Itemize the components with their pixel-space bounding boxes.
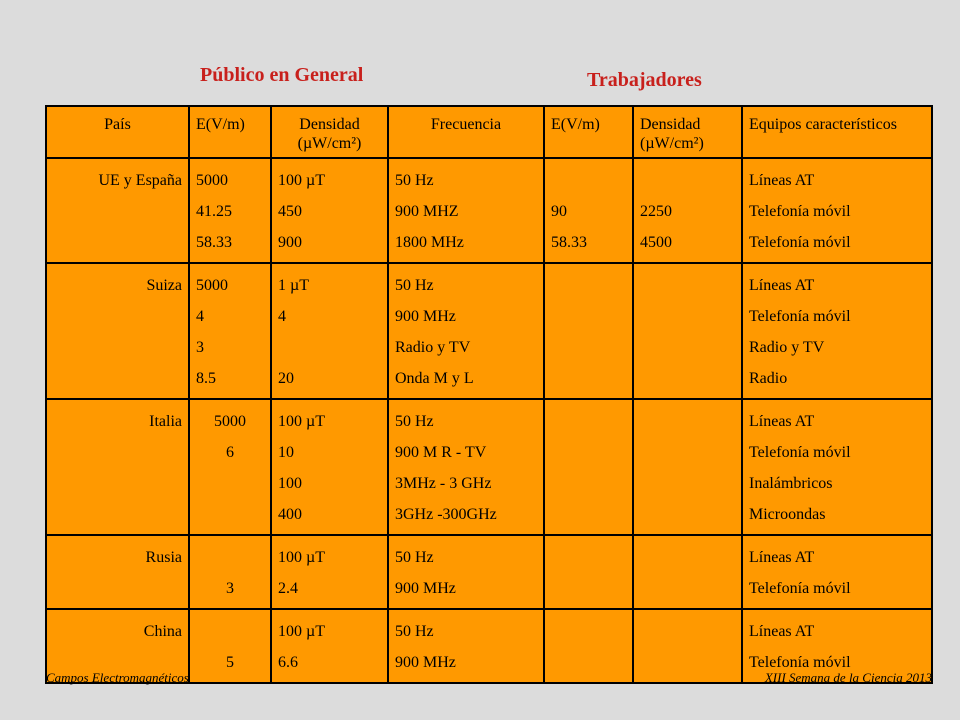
- cell-density-workers: [633, 399, 742, 535]
- footer-right: XIII Semana de la Ciencia 2013: [764, 670, 932, 685]
- cell-density-workers: [633, 158, 742, 263]
- cell-line: 900 M R - TV: [395, 444, 487, 461]
- heading-workers: Trabajadores: [587, 69, 702, 91]
- col-header-frequency: Frecuencia: [388, 106, 544, 158]
- cell-line: 90: [551, 203, 567, 220]
- cell-line: [551, 165, 626, 196]
- cell-line: 900 MHz: [395, 580, 456, 597]
- heading-public-general: Público en General: [200, 64, 364, 86]
- col-header-density-public: Densidad (µW/cm²): [271, 106, 388, 158]
- cell-line: 4: [278, 308, 286, 325]
- cell-country: Suiza: [46, 263, 189, 399]
- cell-line: 6.6: [278, 654, 298, 671]
- cell-field-public: [189, 399, 271, 535]
- cell-line: [196, 616, 264, 647]
- cell-line: 5000: [196, 172, 228, 189]
- cell-equipment: [742, 158, 932, 263]
- col-header-country: País: [46, 106, 189, 158]
- cell-line: 5000: [196, 277, 228, 294]
- col-header-equipment: Equipos característicos: [742, 106, 932, 158]
- cell-line: 3MHz - 3 GHz: [395, 475, 492, 492]
- cell-equipment: [742, 263, 932, 399]
- col-header-field-public: E(V/m): [189, 106, 271, 158]
- table-row: [46, 399, 932, 535]
- cell-line: 3GHz -300GHz: [395, 506, 497, 523]
- cell-line: 4500: [640, 234, 672, 251]
- table-row: [46, 263, 932, 399]
- footer-left: Campos Electromagnéticos: [46, 670, 189, 685]
- cell-field-public: [189, 609, 271, 683]
- cell-line: 50 Hz: [395, 413, 434, 430]
- cell-line: [640, 165, 735, 196]
- cell-equipment: [742, 535, 932, 609]
- cell-line: 100: [278, 475, 302, 492]
- cell-equipment: [742, 399, 932, 535]
- cell-frequency: [388, 609, 544, 683]
- cell-line: Líneas AT: [749, 549, 815, 566]
- cell-field-public: [189, 535, 271, 609]
- cell-line: Telefonía móvil: [749, 444, 851, 461]
- cell-density-public: [271, 399, 388, 535]
- cell-density-workers: [633, 535, 742, 609]
- cell-line: Líneas AT: [749, 172, 815, 189]
- cell-density-public: [271, 535, 388, 609]
- cell-line: Microondas: [749, 506, 826, 523]
- table-row: [46, 158, 932, 263]
- cell-density-workers: [633, 609, 742, 683]
- cell-line: 100 µT: [278, 623, 325, 640]
- cell-line: 400: [278, 506, 302, 523]
- cell-line: Líneas AT: [749, 413, 815, 430]
- cell-density-public: [271, 609, 388, 683]
- cell-line: Telefonía móvil: [749, 234, 851, 251]
- cell-line: Líneas AT: [749, 277, 815, 294]
- cell-density-public: [271, 263, 388, 399]
- cell-line: Radio y TV: [395, 339, 471, 356]
- cell-line: Líneas AT: [749, 623, 815, 640]
- cell-line: Onda M y L: [395, 370, 474, 387]
- cell-field-workers: [544, 399, 633, 535]
- cell-line: [278, 332, 381, 363]
- cell-line: 6: [226, 444, 234, 461]
- cell-frequency: [388, 535, 544, 609]
- cell-line: 5: [226, 654, 234, 671]
- cell-line: 900 MHz: [395, 308, 456, 325]
- cell-line: 41.25: [196, 203, 232, 220]
- cell-field-workers: [544, 609, 633, 683]
- cell-field-workers: [544, 263, 633, 399]
- cell-line: 50 Hz: [395, 623, 434, 640]
- table-header-row: [46, 106, 932, 158]
- cell-line: Radio y TV: [749, 339, 825, 356]
- cell-country: Rusia: [46, 535, 189, 609]
- cell-line: 100 µT: [278, 413, 325, 430]
- cell-frequency: [388, 263, 544, 399]
- col-header-density-workers: Densidad (µW/cm²): [633, 106, 742, 158]
- cell-line: Telefonía móvil: [749, 654, 851, 671]
- cell-line: 100 µT: [278, 172, 325, 189]
- cell-line: 900: [278, 234, 302, 251]
- cell-field-workers: [544, 158, 633, 263]
- cell-frequency: [388, 399, 544, 535]
- cell-field-public: [189, 263, 271, 399]
- limits-table: [45, 105, 933, 684]
- cell-field-public: [189, 158, 271, 263]
- cell-line: 50 Hz: [395, 277, 434, 294]
- cell-line: 8.5: [196, 370, 216, 387]
- cell-line: Inalámbricos: [749, 475, 833, 492]
- cell-line: 2250: [640, 203, 672, 220]
- cell-line: 2.4: [278, 580, 298, 597]
- cell-line: 4: [196, 308, 204, 325]
- cell-line: 3: [196, 339, 204, 356]
- cell-line: 58.33: [551, 234, 587, 251]
- cell-line: Telefonía móvil: [749, 580, 851, 597]
- cell-country: UE y España: [46, 158, 189, 263]
- cell-line: Radio: [749, 370, 788, 387]
- cell-line: 1 µT: [278, 277, 309, 294]
- cell-line: 1800 MHz: [395, 234, 464, 251]
- cell-line: 100 µT: [278, 549, 325, 566]
- cell-frequency: [388, 158, 544, 263]
- cell-line: 900 MHz: [395, 654, 456, 671]
- cell-line: 900 MHZ: [395, 203, 459, 220]
- cell-line: Telefonía móvil: [749, 308, 851, 325]
- cell-line: 5000: [214, 413, 246, 430]
- cell-field-workers: [544, 535, 633, 609]
- cell-line: [196, 542, 264, 573]
- cell-line: 3: [226, 580, 234, 597]
- table-row: [46, 535, 932, 609]
- cell-line: 20: [278, 370, 294, 387]
- col-header-field-workers: E(V/m): [544, 106, 633, 158]
- cell-line: 58.33: [196, 234, 232, 251]
- cell-line: 10: [278, 444, 294, 461]
- cell-line: 450: [278, 203, 302, 220]
- cell-line: Telefonía móvil: [749, 203, 851, 220]
- cell-country: China: [46, 609, 189, 683]
- cell-line: 50 Hz: [395, 549, 434, 566]
- cell-line: 50 Hz: [395, 172, 434, 189]
- cell-country: Italia: [46, 399, 189, 535]
- cell-density-workers: [633, 263, 742, 399]
- cell-density-public: [271, 158, 388, 263]
